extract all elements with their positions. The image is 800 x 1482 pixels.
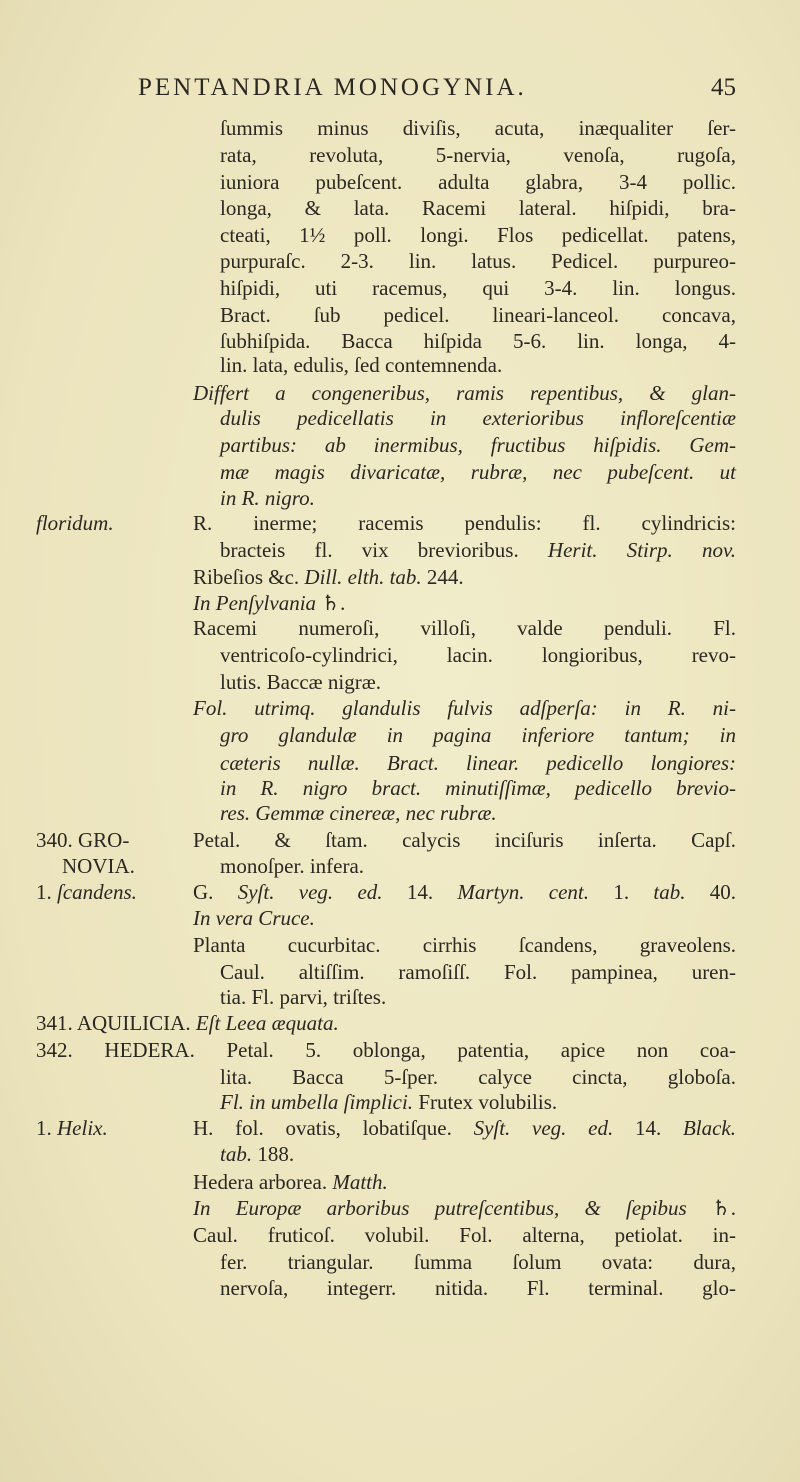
text-line [193, 879, 736, 905]
italic-text: Eſt Leea æquata. [195, 1011, 339, 1035]
text-run: 341. AQUILICIA. [36, 1011, 196, 1035]
italic-text: tab. [653, 880, 686, 904]
text-run: 40. [685, 880, 737, 904]
text-run: 14. [613, 1116, 683, 1140]
text-line [220, 1275, 736, 1301]
text-run: 188. [252, 1142, 295, 1166]
italic-text: In Europæ arboribus putreſcentibus, & ſepibus [193, 1196, 687, 1220]
text-line [193, 510, 736, 536]
text-run: fer. triangular. ſumma ſolum ovata: dura, [220, 1250, 736, 1274]
italic-text: Syſt. veg. ed. [237, 880, 383, 904]
italic-text: Black. [682, 1116, 737, 1140]
text-line [220, 405, 736, 431]
text-line [193, 1169, 736, 1195]
italic-text: Differt a congeneribus, ramis repentibus, & glan- [193, 381, 736, 405]
margin-label [62, 853, 135, 879]
text-line [220, 459, 736, 485]
text-line [220, 328, 736, 354]
text-run: NOVIA. [62, 854, 135, 878]
text-run: nervoſa, integerr. nitida. Fl. terminal. glo- [220, 1276, 736, 1300]
text-run: Ribeſios &c. [193, 565, 305, 589]
text-run: ſubhiſpida. Bacca hiſpida 5-6. lin. longa, 4- [220, 329, 736, 353]
text-line [220, 432, 736, 458]
text-line [193, 564, 736, 590]
text-line [220, 1064, 736, 1090]
text-line [36, 1037, 736, 1063]
text-run: 1. [36, 880, 57, 904]
text-line [220, 537, 736, 563]
text-line [220, 853, 736, 879]
text-run: ventricoſo-cylindrici, lacin. longioribus, revo- [220, 643, 736, 667]
italic-text: in R. nigro bract. minutiſſimæ, pedicello brevio- [220, 776, 736, 800]
italic-text: In vera Cruce. [193, 906, 315, 930]
text-line [220, 642, 736, 668]
text-run: hiſpidi, uti racemus, qui 3-4. lin. longus. [220, 276, 736, 300]
text-line [220, 195, 736, 221]
text-line [220, 750, 736, 776]
text-run: lita. Bacca 5-ſper. calyce cincta, globoſa. [220, 1065, 736, 1089]
italic-text: ſcandens. [57, 880, 137, 904]
italic-text: Helix. [57, 1116, 108, 1140]
margin-label [36, 510, 114, 536]
text-line [220, 302, 736, 328]
text-line [220, 222, 736, 248]
text-line [220, 248, 736, 274]
italic-text: Fol. utrimq. glandulis fulvis adſperſa: in R. ni- [193, 696, 736, 720]
italic-text: Matth. [332, 1170, 388, 1194]
text-run: Caul. fruticoſ. volubil. Fol. alterna, petiolat. in- [193, 1223, 736, 1247]
text-line [193, 1222, 736, 1248]
text-line [220, 1249, 736, 1275]
text-line [193, 827, 736, 853]
text-line [220, 485, 736, 511]
text-run: Caul. altiſſim. ramoſiſſ. Fol. pampinea, uren- [220, 960, 736, 984]
text-run: R. inerme; racemis pendulis: fl. cylindricis: [193, 511, 736, 535]
text-run: lin. lata, edulis, ſed contemnenda. [220, 353, 503, 377]
text-line [193, 1195, 736, 1221]
text-line [220, 352, 736, 378]
text-run: Planta cucurbitac. cirrhis ſcandens, graveolens. [193, 933, 736, 957]
text-line [220, 1089, 736, 1115]
text-run: bracteis fl. vix brevioribus. [220, 538, 548, 562]
text-line [220, 275, 736, 301]
text-run: 1. [589, 880, 654, 904]
text-run: lutis. Baccæ nigræ. [220, 670, 381, 694]
text-run: 1. [36, 1116, 57, 1140]
text-run: cteati, 1½ poll. longi. Flos pedicellat. patens, [220, 223, 736, 247]
margin-label [36, 827, 129, 853]
italic-text: in R. nigro. [220, 486, 315, 510]
text-run: purpuraſc. 2-3. lin. latus. Pedicel. purpureo- [220, 249, 736, 273]
running-title: PENTANDRIA MONOGYNIA. [138, 74, 527, 101]
text-line [36, 1010, 736, 1036]
text-line [220, 169, 736, 195]
italic-text: Dill. elth. tab. [304, 565, 422, 589]
text-line [193, 905, 736, 931]
italic-text: Martyn. cent. [457, 880, 590, 904]
italic-text: In Penſylvania [193, 591, 317, 615]
text-run: Bract. ſub pedicel. lineari-lanceol. concava, [220, 303, 736, 327]
text-run: 342. HEDERA. Petal. 5. oblonga, patentia, apice non coa- [36, 1038, 736, 1062]
italic-text: gro glandulæ in pagina inferiore tantum; in [220, 723, 736, 747]
text-run: G. [193, 880, 238, 904]
page-number: 45 [711, 74, 736, 101]
italic-text: Herit. Stirp. nov. [547, 538, 737, 562]
text-line [193, 590, 736, 616]
text-run: ♄. [686, 1196, 737, 1220]
italic-text: dulis pedicellatis in exterioribus infloreſcentiæ [220, 406, 736, 430]
text-run: longa, & lata. Racemi lateral. hiſpidi, bra- [220, 196, 736, 220]
text-run: ſummis minus diviſis, acuta, inæqualiter ſer- [220, 116, 736, 140]
italic-text: Fl. in umbella ſimplici. [220, 1090, 414, 1114]
text-run: Frutex volubilis. [413, 1090, 558, 1114]
text-run: 14. [382, 880, 458, 904]
margin-label [36, 1115, 108, 1141]
text-line [220, 959, 736, 985]
italic-text: partibus: ab inermibus, fructibus hiſpidis. Gem- [220, 433, 736, 457]
text-line [193, 932, 736, 958]
text-run: Racemi numeroſi, villoſi, valde penduli. Fl. [193, 616, 736, 640]
text-run: Hedera arborea. [193, 1170, 333, 1194]
text-run: tia. Fl. parvi, triſtes. [220, 985, 387, 1009]
text-line [193, 615, 736, 641]
text-line [193, 1115, 736, 1141]
text-line [193, 695, 736, 721]
text-run: rata, revoluta, 5-nervia, venoſa, rugoſa, [220, 143, 736, 167]
text-line [220, 722, 736, 748]
text-line [220, 115, 736, 141]
text-line [220, 1141, 736, 1167]
text-run: iuniora pubeſcent. adulta glabra, 3-4 pollic. [220, 170, 736, 194]
italic-text: floridum. [36, 511, 114, 535]
text-line [220, 669, 736, 695]
italic-text: mæ magis divaricatæ, rubræ, nec pubeſcent. ut [220, 460, 736, 484]
italic-text: tab. [220, 1142, 253, 1166]
text-line [220, 775, 736, 801]
italic-text: cæteris nullæ. Bract. linear. pedicello longiores: [220, 751, 736, 775]
text-run: 340. GRO- [36, 828, 130, 852]
text-run: monoſper. infera. [220, 854, 365, 878]
text-line [193, 380, 736, 406]
italic-text: res. Gemmæ cinereæ, nec rubræ. [220, 801, 497, 825]
italic-text: Syſt. veg. ed. [473, 1116, 614, 1140]
text-line [220, 984, 736, 1010]
running-header [138, 74, 736, 102]
text-line [220, 142, 736, 168]
margin-label [36, 879, 137, 905]
text-run: H. fol. ovatis, lobatiſque. [193, 1116, 474, 1140]
text-run: ♄. [316, 591, 346, 615]
text-run: 244. [421, 565, 464, 589]
text-line [220, 800, 736, 826]
text-run: Petal. & ſtam. calycis inciſuris inſerta. Capſ. [193, 828, 736, 852]
